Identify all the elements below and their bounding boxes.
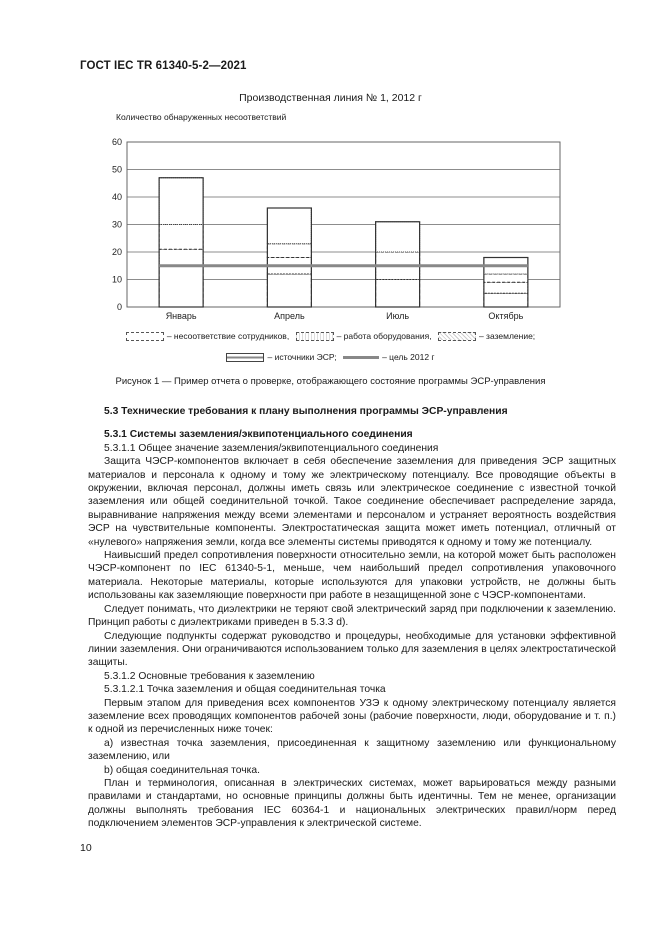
section-heading-5-3-1: 5.3.1 Системы заземления/эквипотенциального соединения <box>104 429 413 441</box>
y-tick-label: 40 <box>111 192 122 202</box>
bar-segment <box>376 222 420 252</box>
document-header: ГОСТ IEC TR 61340-5-2—2021 <box>80 60 247 72</box>
legend-item-equipment <box>296 331 432 341</box>
legend-label-equipment: – работа оборудования, <box>336 331 432 341</box>
bar-segment <box>267 244 311 258</box>
body-text <box>88 405 616 831</box>
legend-swatch-target <box>343 356 379 359</box>
legend-swatch-equipment <box>296 332 334 341</box>
bar-segment <box>484 274 528 282</box>
legend-label-target: – цель 2012 г <box>382 352 435 362</box>
legend-label-staff: – несоответствие сотрудников, <box>166 331 290 341</box>
bar-segment <box>159 249 203 266</box>
paragraph: План и терминология, описанная в электрических системах, может варьироваться между разными правилами и стандартами, но основные принципы должны быть идентичны. Тем не менее, организации должны выполнять требования IEC 60364-1 и национальных электрических правил/норм перед подключением элементов ЭСР-управления к электрической системе. <box>88 777 616 830</box>
bar-segment <box>484 293 528 307</box>
legend-row-1 <box>0 331 661 341</box>
section-heading-5-3-1-2: 5.3.1.2 Основные требования к заземлению <box>104 670 315 682</box>
bar-segment <box>267 208 311 244</box>
y-tick-label: 60 <box>111 137 122 147</box>
y-tick-label: 0 <box>116 302 122 312</box>
x-tick-label: Апрель <box>274 311 305 321</box>
page-number: 10 <box>80 842 92 854</box>
y-tick-label: 30 <box>111 219 122 230</box>
paragraph: Следующие подпункты содержат руководство и процедуры, необходимые для установки эффективной линии заземления. Они ограничиваются использованием только для заземления в целях электростатической защиты. <box>88 630 616 669</box>
legend-label-esd-sources: – источники ЭСР; <box>267 352 337 362</box>
y-tick-label: 20 <box>111 247 122 257</box>
paragraph: Следует понимать, что диэлектрики не теряют свой электрический заряд при подключении к заземлению. Принцип работы с диэлектриками приведен в 5.3.3 d). <box>88 603 616 629</box>
legend-item-esd-sources <box>226 352 336 362</box>
bar-segment <box>484 282 528 293</box>
legend-label-grounding: – заземление; <box>478 331 536 341</box>
section-heading-5-3-1-2-1: 5.3.1.2.1 Точка заземления и общая соединительная точка <box>104 684 386 696</box>
legend-item-target <box>343 352 434 362</box>
paragraph: Защита ЧЭСР-компонентов включает в себя обеспечение заземления для приведения ЭСР защитных материалов и персонала к одному и тому же электрическому потенциалу. Все проводящие объекты в окружении, включая персонал, должны иметь связь или электрическое соединение с известной точкой заземления или общей соединительной точкой. Такое соединение обеспечивает распределение заряда, выравнивание напряжения между всеми элементами и персоналом и устраняет вероятность воздействия ЭСР на чувствительные компоненты. Электростатическая защита может иметь потенциал, отличный от «нулевого» напряжения земли, когда все элементы системы приводятся к одному и тому же потенциалу. <box>88 456 616 548</box>
paragraph: Первым этапом для приведения всех компонентов УЗЭ к одному электрическому потенциалу является заземление всех проводящих компонентов рабочей зоны (рабочие поверхности, люди, оборудование и т. п.) к одной из перечисленных ниже точек: <box>88 697 616 736</box>
list-item-a: a) известная точка заземления, присоединенная к защитному заземлению или функциональному заземлению, или <box>88 737 616 763</box>
y-tick-label: 50 <box>111 164 122 175</box>
bar-segment <box>159 266 203 307</box>
x-tick-label: Октябрь <box>488 311 524 321</box>
paragraph: Наивысший предел сопротивления поверхности относительно земли, на которой может быть расположен ЧЭСР-компонент по IEC 61340-5-1, меньше, чем наибольший предел сопротивления упаковочного материала. Некоторые материалы, которые используются для упаковки устройств, не должны быть использованы как заземляющие поверхности при работе в незащищенной зоне с ЧЭСР-компонентами. <box>88 550 616 602</box>
section-heading-5-3-1-1: 5.3.1.1 Общее значение заземления/эквипотенциального соединения <box>104 442 439 454</box>
bar-segment <box>159 225 203 250</box>
legend-item-grounding <box>438 331 535 341</box>
bar-segment <box>159 178 203 225</box>
y-axis-label: Количество обнаруженных несоответствий <box>116 112 287 122</box>
bar-segment <box>376 252 420 266</box>
list-item-b: b) общая соединительная точка. <box>104 764 260 776</box>
legend-row-2 <box>0 352 661 362</box>
figure-caption: Рисунок 1 — Пример отчета о проверке, отображающего состояние программы ЭСР-управления <box>115 376 546 387</box>
x-tick-label: Январь <box>165 311 197 321</box>
y-tick-label: 10 <box>111 274 122 285</box>
legend-item-staff <box>126 331 289 341</box>
nonconformity-chart <box>0 0 661 340</box>
section-heading-5-3: 5.3 Технические требования к плану выполнения программы ЭСР-управления <box>104 406 508 417</box>
bar-segment <box>376 266 420 280</box>
legend-swatch-esd-sources <box>226 353 264 362</box>
legend-swatch-grounding <box>438 332 476 341</box>
bar-segment <box>267 274 311 307</box>
legend-swatch-staff <box>126 332 164 341</box>
x-tick-label: Июль <box>386 311 410 321</box>
bar-segment <box>376 280 420 308</box>
chart-title: Производственная линия № 1, 2012 г <box>239 92 422 104</box>
